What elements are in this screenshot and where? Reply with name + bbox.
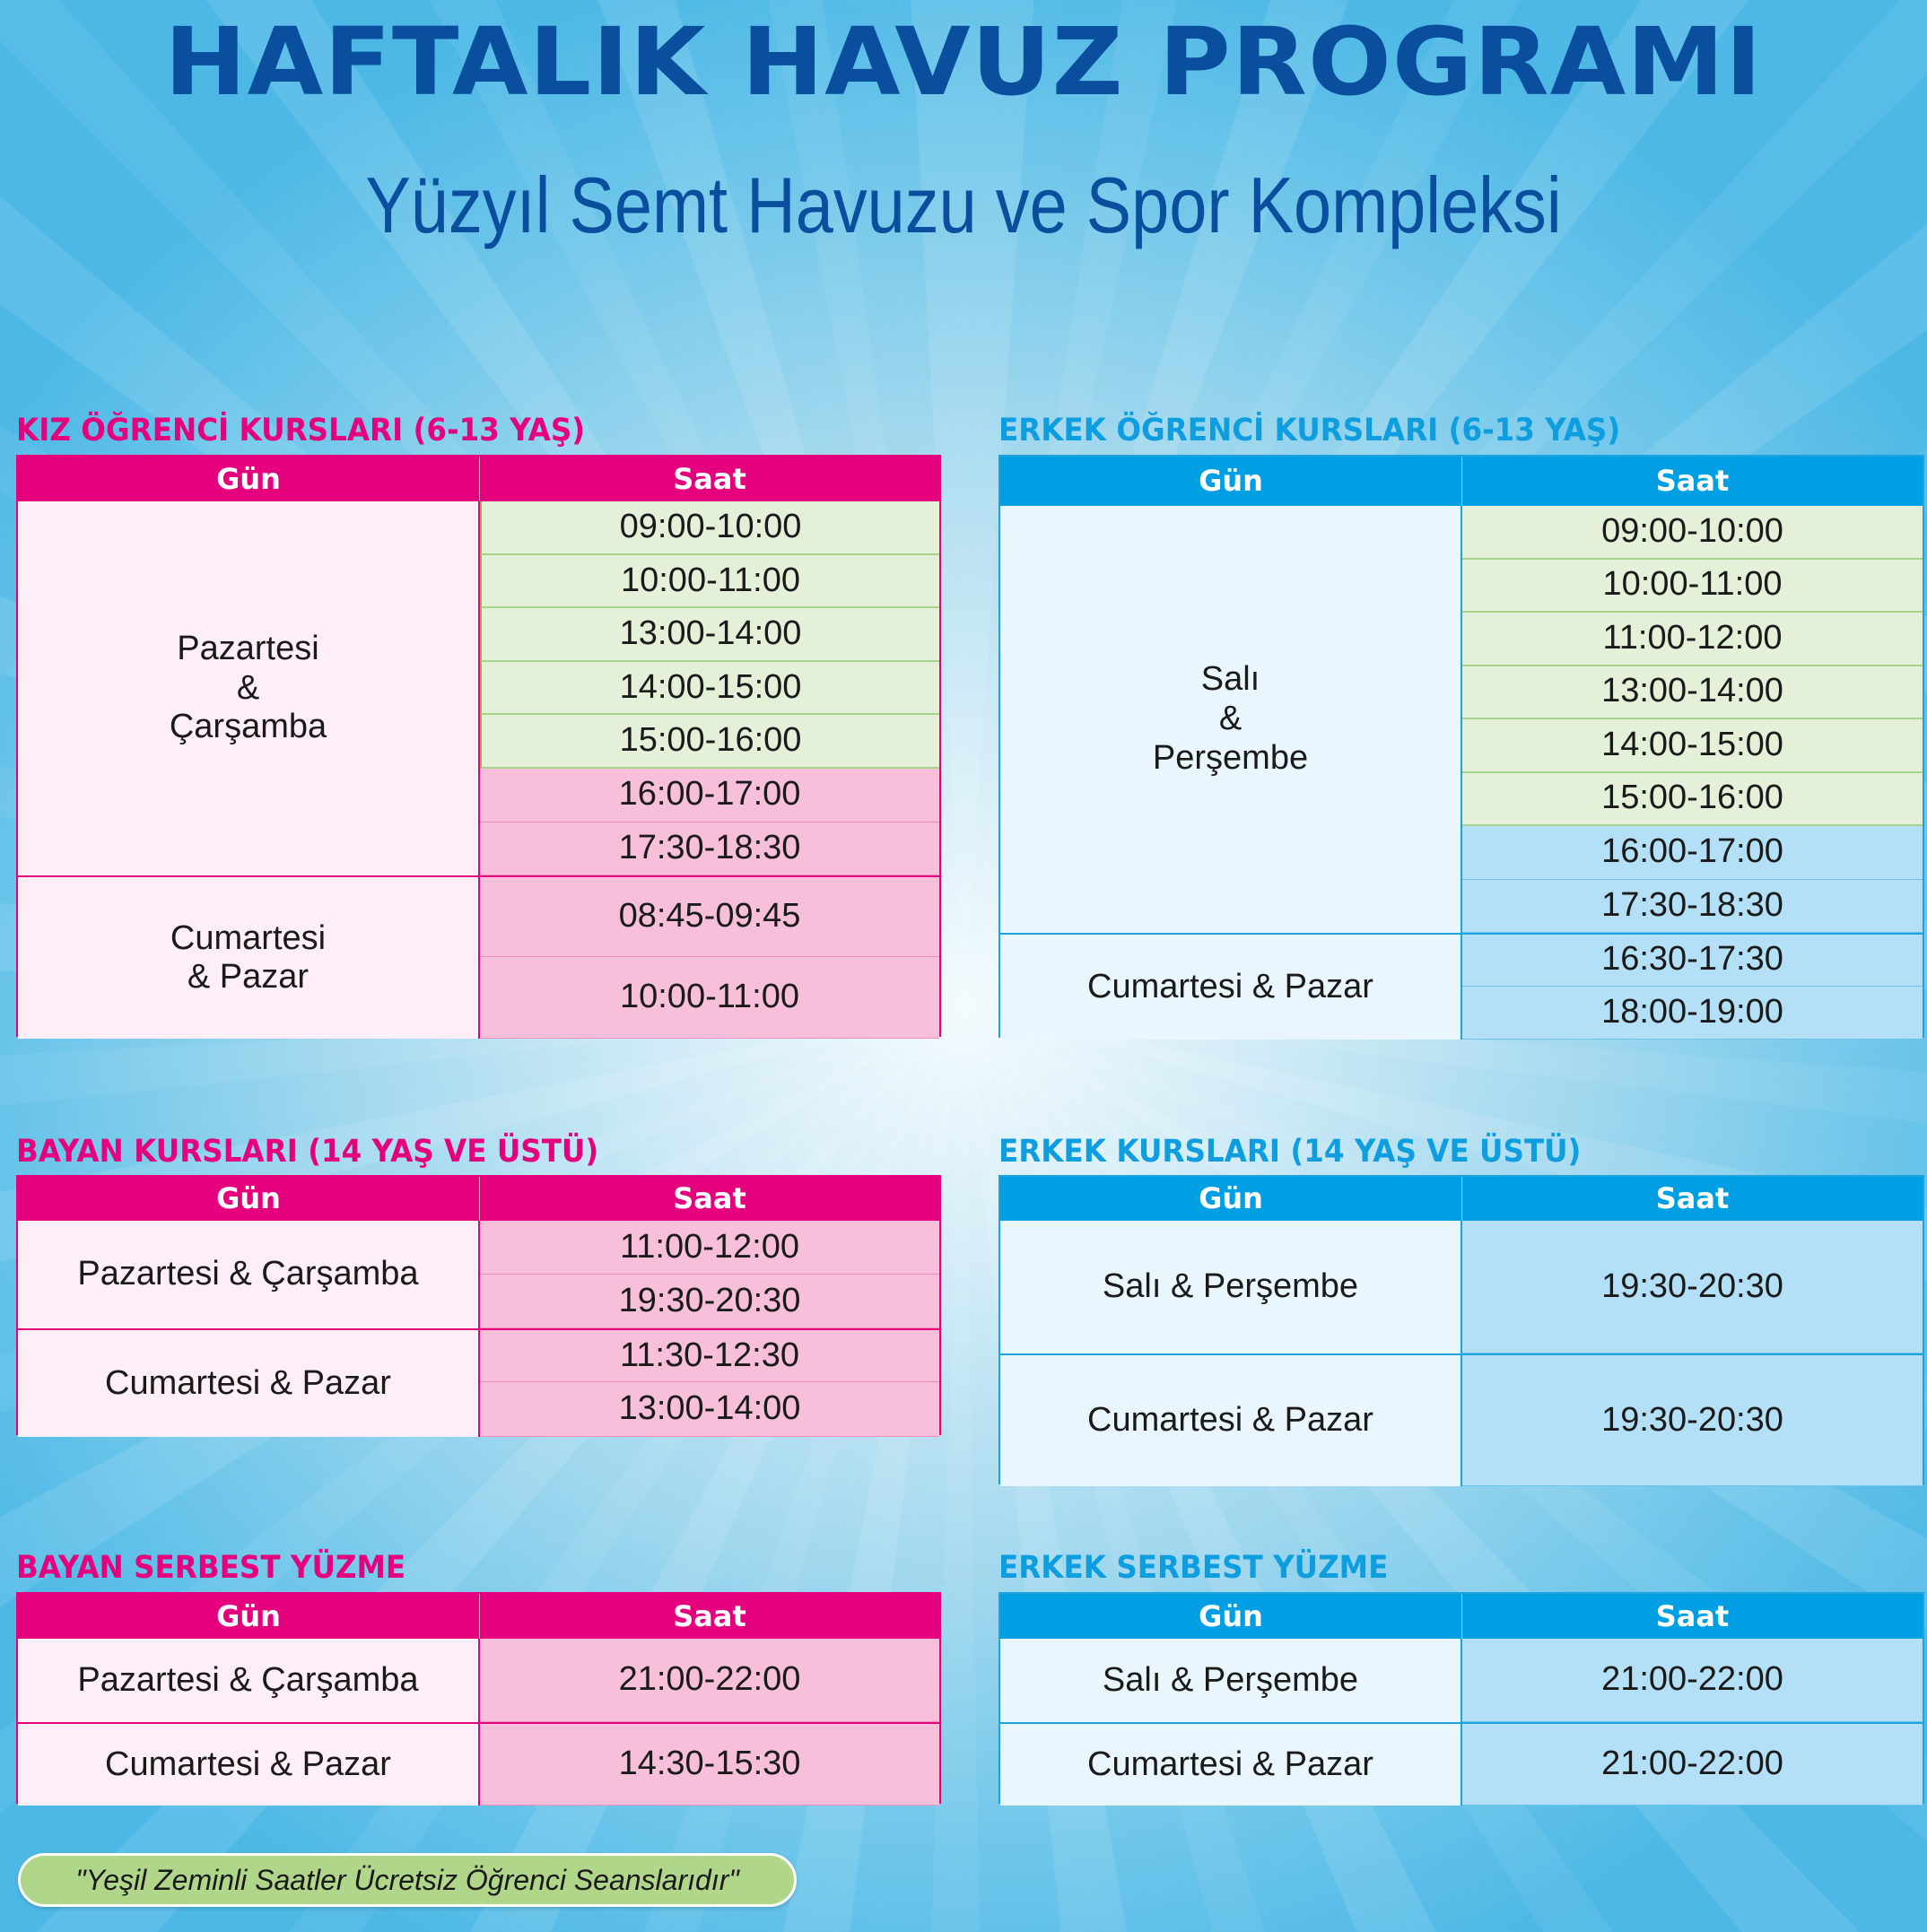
- column-header-time: Saat: [1462, 457, 1923, 506]
- time-cell: 13:00-14:00: [480, 1382, 939, 1437]
- time-cell-free: 15:00-16:00: [1462, 773, 1923, 827]
- time-cell: 11:30-12:30: [480, 1328, 939, 1382]
- section-title-bayan-serbest: BAYAN SERBEST YÜZME: [16, 1550, 406, 1586]
- table-bayan-kurslari: [16, 1175, 941, 1435]
- column-header-day: Gün: [1000, 1177, 1462, 1221]
- time-cell-free: 15:00-16:00: [480, 715, 939, 769]
- time-cell-free: 13:00-14:00: [1462, 666, 1923, 720]
- day-cell: Pazartesi & Çarşamba: [18, 1221, 480, 1328]
- day-cell: Pazartesi & Çarşamba: [18, 501, 480, 875]
- day-cell: Cumartesi & Pazar: [18, 1722, 480, 1806]
- day-cell: Pazartesi & Çarşamba: [18, 1639, 480, 1722]
- day-cell: Salı & Perşembe: [1000, 506, 1462, 933]
- page-subtitle: Yüzyıl Semt Havuzu ve Spor Kompleksi: [365, 161, 1562, 249]
- time-cell: 14:30-15:30: [480, 1722, 939, 1806]
- column-header-time: Saat: [1462, 1594, 1923, 1639]
- column-header-day: Gün: [18, 1594, 480, 1639]
- time-cell: 19:30-20:30: [480, 1275, 939, 1328]
- column-header-day: Gün: [1000, 1594, 1462, 1639]
- section-title-erkek-ogrenci: ERKEK ÖĞRENCİ KURSLARI (6-13 YAŞ): [998, 413, 1621, 448]
- table-bayan-serbest: [16, 1592, 941, 1804]
- day-cell: Salı & Perşembe: [1000, 1221, 1462, 1353]
- day-cell: Cumartesi & Pazar: [18, 875, 480, 1039]
- time-cell: 16:00-17:00: [480, 769, 939, 822]
- day-cell: Cumartesi & Pazar: [1000, 933, 1462, 1040]
- time-cell-free: 14:00-15:00: [480, 662, 939, 716]
- time-cell-free: 13:00-14:00: [480, 608, 939, 662]
- table-erkek-serbest: [998, 1592, 1924, 1804]
- section-title-erkek-kurslari: ERKEK KURSLARI (14 YAŞ VE ÜSTÜ): [998, 1134, 1582, 1170]
- free-session-note: "Yeşil Zeminli Saatler Ücretsiz Öğrenci Seanslarıdır": [18, 1853, 797, 1907]
- time-cell: 21:00-22:00: [1462, 1639, 1923, 1722]
- time-cell-free: 09:00-10:00: [480, 501, 939, 555]
- time-cell: 16:30-17:30: [1462, 933, 1923, 987]
- day-cell: Salı & Perşembe: [1000, 1639, 1462, 1722]
- time-cell: 21:00-22:00: [480, 1639, 939, 1722]
- day-cell: Cumartesi & Pazar: [1000, 1353, 1462, 1486]
- time-cell: 10:00-11:00: [480, 957, 939, 1039]
- table-erkek-kurslari: [998, 1175, 1924, 1484]
- time-cell-free: 11:00-12:00: [1462, 613, 1923, 666]
- time-cell-free: 10:00-11:00: [1462, 560, 1923, 614]
- page-title: HAFTALIK HAVUZ PROGRAMI: [164, 7, 1763, 117]
- section-title-erkek-serbest: ERKEK SERBEST YÜZME: [998, 1550, 1389, 1586]
- time-cell: 18:00-19:00: [1462, 987, 1923, 1040]
- section-title-bayan-kurslari: BAYAN KURSLARI (14 YAŞ VE ÜSTÜ): [16, 1134, 599, 1170]
- time-cell-free: 14:00-15:00: [1462, 719, 1923, 773]
- time-cell: 08:45-09:45: [480, 875, 939, 957]
- section-title-kiz-ogrenci: KIZ ÖĞRENCİ KURSLARI (6-13 YAŞ): [16, 413, 586, 448]
- column-header-time: Saat: [480, 1594, 939, 1639]
- column-header-day: Gün: [1000, 457, 1462, 506]
- column-header-time: Saat: [480, 1177, 939, 1221]
- column-header-day: Gün: [18, 457, 480, 501]
- time-cell: 17:30-18:30: [1462, 880, 1923, 934]
- time-cell-free: 09:00-10:00: [1462, 506, 1923, 560]
- time-cell: 11:00-12:00: [480, 1221, 939, 1275]
- time-cell-free: 10:00-11:00: [480, 555, 939, 609]
- column-header-day: Gün: [18, 1177, 480, 1221]
- column-header-time: Saat: [480, 457, 939, 501]
- time-cell: 21:00-22:00: [1462, 1722, 1923, 1806]
- table-kiz-ogrenci: [16, 455, 941, 1037]
- time-cell: 17:30-18:30: [480, 822, 939, 876]
- day-cell: Cumartesi & Pazar: [18, 1328, 480, 1437]
- time-cell: 16:00-17:00: [1462, 826, 1923, 880]
- table-erkek-ogrenci: [998, 455, 1924, 1038]
- column-header-time: Saat: [1462, 1177, 1923, 1221]
- day-cell: Cumartesi & Pazar: [1000, 1722, 1462, 1806]
- time-cell: 19:30-20:30: [1462, 1221, 1923, 1353]
- time-cell: 19:30-20:30: [1462, 1353, 1923, 1486]
